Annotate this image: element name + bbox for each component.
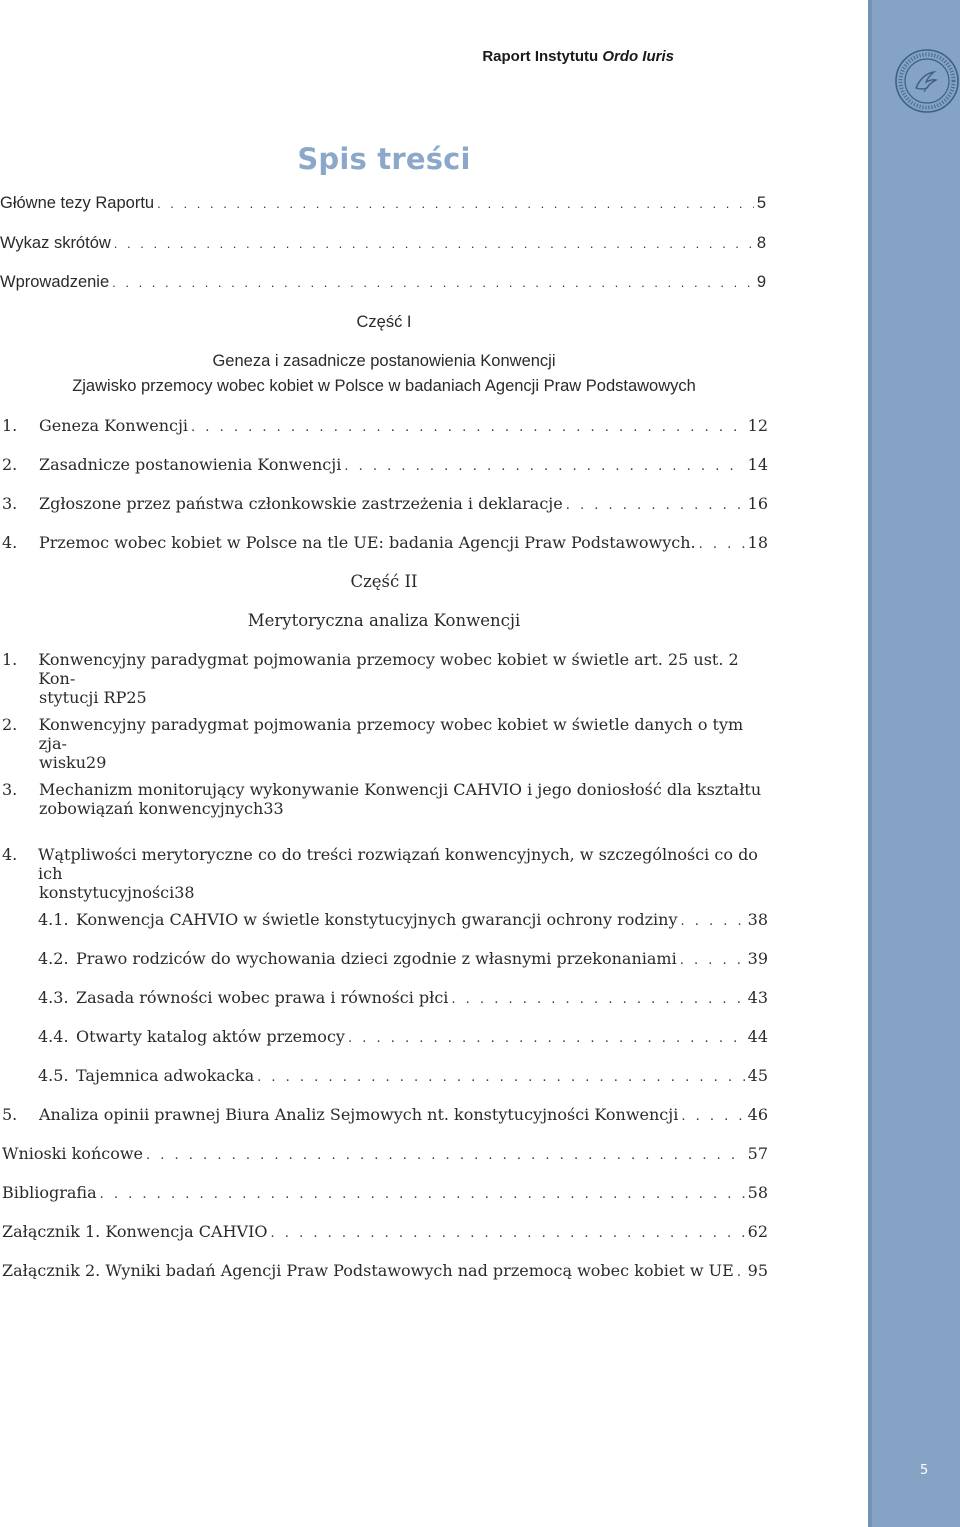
toc-entry-page: 58 [747,1183,768,1202]
toc-subentry[interactable] [38,910,768,929]
leader-dots [257,1070,745,1085]
header-prefix: Raport Instytutu [482,48,603,65]
part2-subtitle: Merytoryczna analiza Konwencji [247,611,521,630]
toc-entry[interactable] [2,715,768,772]
toc-entry-label: Analiza opinii prawnej Biura Analiz Sejmowych nt. konstytucyjności Konwencji [39,1105,679,1124]
toc-entry-page: 95 [747,1261,768,1280]
toc-entry-number: 4.4. [38,1027,69,1046]
toc-entry[interactable] [2,494,768,513]
part2-heading: Część II [350,572,418,591]
toc-entry-label: Bibliografia [2,1183,97,1202]
leader-dots [191,420,745,435]
leader-dots [451,992,744,1007]
ordo-iuris-seal-icon [894,48,960,114]
toc-entry[interactable] [2,1222,768,1241]
toc-entry-page: 29 [86,753,107,772]
toc-entry-page: 39 [747,949,768,968]
toc-entry-page: 25 [126,688,147,707]
toc-subentry[interactable] [38,1066,768,1085]
toc-entry-label-line1: Konwencyjny paradygmat pojmowania przemocy wobec kobiet w świetle danych o tym zja- [38,715,744,753]
toc-entry-page: 44 [747,1027,768,1046]
toc-entry-number: 2. [2,715,18,734]
toc-entry-page: 45 [747,1066,768,1085]
toc-entry-number: 4. [2,845,18,864]
leader-dots [681,914,745,929]
toc-entry-number: 5. [2,1105,18,1124]
toc-entry[interactable] [2,1144,768,1163]
toc-entry-label: Zasadnicze postanowienia Konwencji [39,455,342,474]
leader-dots [566,498,745,513]
leader-dots [348,1031,745,1046]
toc-entry-page: 62 [747,1222,768,1241]
toc-entry[interactable] [2,416,768,435]
toc-entry-label: Tajemnica adwokacka [76,1066,255,1085]
leader-dots [737,1265,745,1280]
toc-entry[interactable] [2,533,768,552]
toc-entry-label: Prawo rodziców do wychowania dzieci zgodnie z własnymi przekonaniami [76,949,677,968]
toc-entry-number: 3. [2,780,18,799]
toc-title: Spis treści [297,142,471,176]
toc-entry[interactable] [2,1105,768,1124]
toc-entry-label-line1: Wątpliwości merytoryczne co do treści rozwiązań konwencyjnych, w szczególności co do ich [38,845,758,883]
part1-subtitle1: Geneza i zasadnicze postanowienia Konwencji [212,352,556,370]
toc-entry-label: Wnioski końcowe [2,1144,143,1163]
toc-entry-page: 38 [747,910,768,929]
toc-entry-number: 3. [2,494,18,513]
toc-entry-label: Wykaz skrótów [0,234,111,252]
toc-entry-number: 4.1. [38,910,69,929]
toc-entry[interactable] [2,780,768,818]
toc-entry-number: 1. [2,416,18,435]
toc-entry-number: 4.2. [38,949,69,968]
toc-entry[interactable] [2,1261,768,1280]
toc-entry-label: Główne tezy Raportu [0,194,155,212]
toc-entry-label-line2: konstytucyjności [39,883,175,902]
leader-dots [271,1226,745,1241]
toc-entry-page: 43 [747,988,768,1007]
leader-dots [100,1187,745,1202]
toc-entry-label: Otwarty katalog aktów przemocy [76,1027,345,1046]
toc-entry-label: Zgłoszone przez państwa członkowskie zastrzeżenia i deklaracje [39,494,563,513]
toc-entry-label: Geneza Konwencji [39,416,189,435]
toc-entry-page: 33 [263,799,284,818]
toc-entry-number: 4.3. [38,988,69,1007]
toc-entry-number: 4.5. [38,1066,69,1085]
toc-entry[interactable] [0,273,766,292]
toc-entry-page: 16 [747,494,768,513]
toc-entry-page: 38 [174,883,195,902]
toc-entry-number: 4. [2,533,18,552]
toc-entry-label: Załącznik 2. Wyniki badań Agencji Praw Podstawowych nad przemocą wobec kobiet w UE [2,1261,734,1280]
header-italic: Ordo Iuris [602,48,674,65]
toc-subentry[interactable] [38,1027,768,1046]
toc-entry-page: 18 [747,533,768,552]
toc-entry-label: Wprowadzenie [0,273,110,291]
toc-entry-page: 9 [756,273,766,291]
toc-entry[interactable] [2,1183,768,1202]
toc-entry-page: 57 [747,1144,768,1163]
side-band [868,0,960,1527]
toc-entry-page: 8 [756,234,766,252]
toc-entry-page: 5 [756,194,766,212]
leader-dots [112,275,754,290]
toc-entry-label-line2: zobowiązań konwencyjnych [39,799,264,818]
toc-entry-label-line1: Mechanizm monitorujący wykonywanie Konwencji CAHVIO i jego doniosłość dla kształtu [39,780,762,799]
toc-entry[interactable] [0,234,766,253]
part1-heading: Część I [356,313,412,331]
toc-entry[interactable] [2,455,768,474]
toc-entry[interactable] [2,650,768,707]
leader-dots [681,1109,744,1124]
toc-entry[interactable] [0,194,766,213]
toc-entry-label-line1: Konwencyjny paradygmat pojmowania przemocy wobec kobiet w świetle art. 25 ust. 2 Kon- [38,650,739,688]
toc-entry-label-line2: stytucji RP [39,688,127,707]
toc-entry-number: 2. [2,455,18,474]
toc-entry-number: 1. [2,650,18,669]
leader-dots [699,537,745,552]
leader-dots [114,236,754,251]
toc-entry-page: 46 [747,1105,768,1124]
toc-entry-label: Zasada równości wobec prawa i równości płci [76,988,449,1007]
toc-subentry[interactable] [38,949,768,968]
leader-dots [680,953,745,968]
toc-entry[interactable] [2,845,768,902]
leader-dots [157,196,754,211]
toc-entry-label-line2: wisku [39,753,87,772]
part1-subtitle2: Zjawisko przemocy wobec kobiet w Polsce w badaniach Agencji Praw Podstawowych [72,377,696,395]
leader-dots [344,459,744,474]
toc-subentry[interactable] [38,988,768,1007]
running-header [482,48,674,65]
page-number: 5 [920,1463,929,1478]
toc-entry-page: 14 [747,455,768,474]
toc-entry-page: 12 [747,416,768,435]
leader-dots [146,1148,745,1163]
toc-entry-label: Załącznik 1. Konwencja CAHVIO [2,1222,268,1241]
toc-entry-label: Przemoc wobec kobiet w Polsce na tle UE: badania Agencji Praw Podstawowych. [39,533,696,552]
toc-entry-label: Konwencja CAHVIO w świetle konstytucyjnych gwarancji ochrony rodziny [76,910,678,929]
